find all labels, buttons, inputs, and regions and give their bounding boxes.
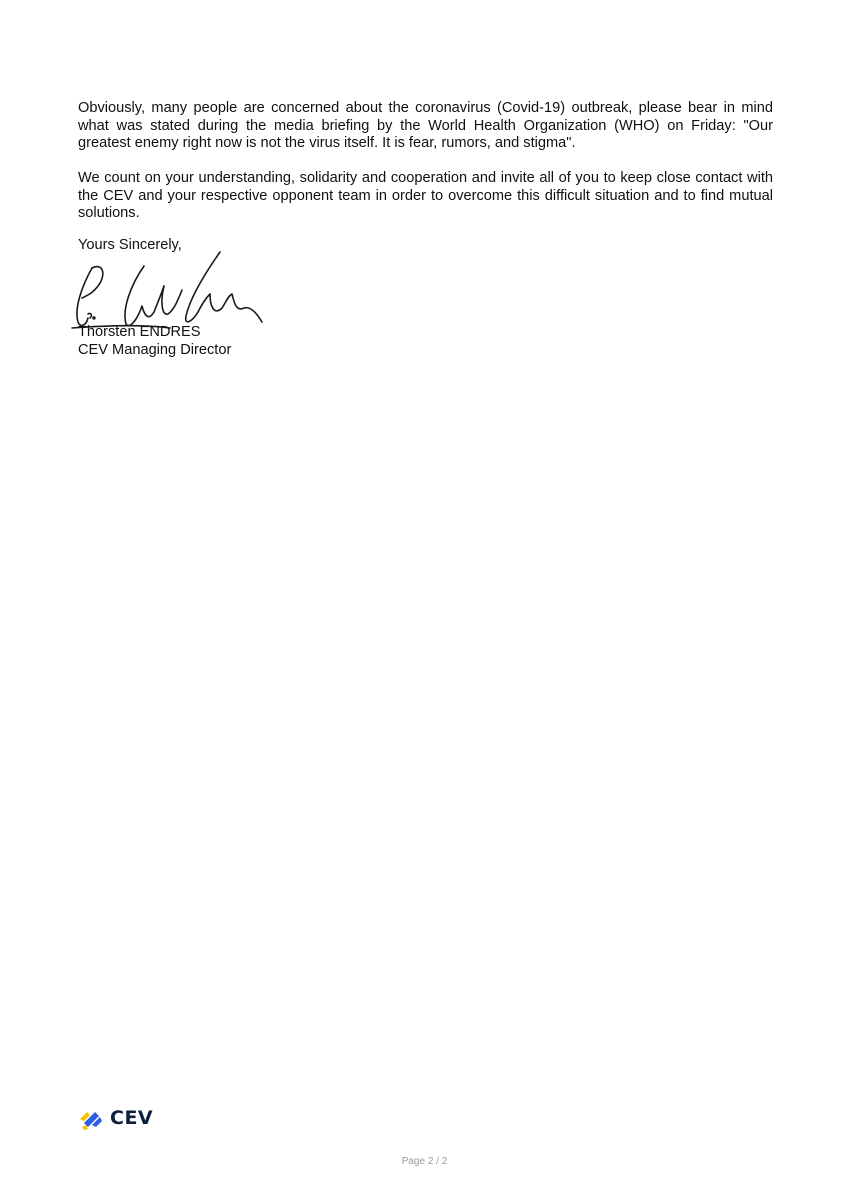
- cev-logo: [78, 1104, 158, 1132]
- body-paragraph-1: Obviously, many people are concerned about the coronavirus (Covid-19) outbreak, please bear in mind what was stated during the media briefing by the World Health Organization (WHO) on Friday: "Our greatest enemy right now is not the virus itself. It is fear, rumors, and stigma".: [78, 100, 773, 151]
- cev-logo-text: CEV: [110, 1107, 154, 1129]
- page-number: Page 2 / 2: [401, 1156, 448, 1167]
- signer-name: Thorsten ENDRES: [78, 324, 201, 340]
- signer-title: CEV Managing Director: [78, 342, 232, 358]
- cev-logo-mark-icon: [78, 1105, 104, 1131]
- body-paragraph-2: We count on your understanding, solidarity and cooperation and invite all of you to keep close contact with the CEV and your respective opponent team in order to overcome this difficult situation and to find mutual solutions.: [78, 170, 773, 221]
- closing-salutation: Yours Sincerely,: [78, 237, 182, 253]
